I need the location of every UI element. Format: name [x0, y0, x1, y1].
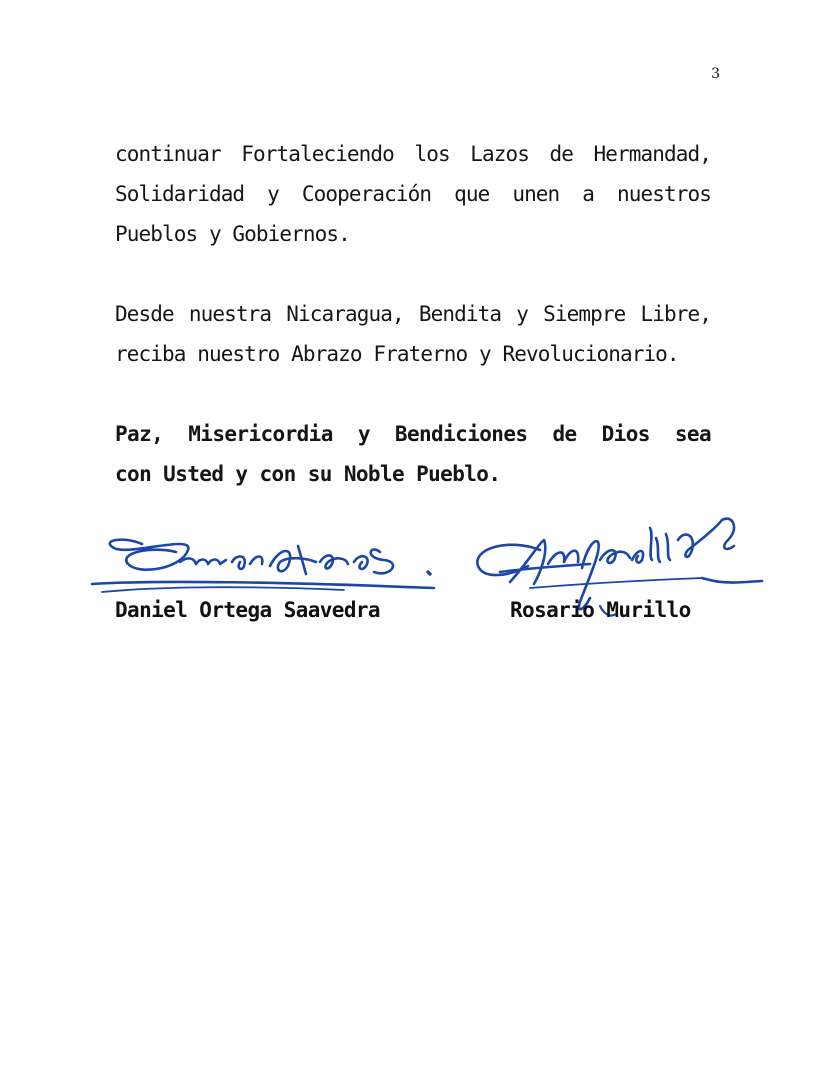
paragraph-line: Solidaridad y Cooperación que unen a nuestros: [115, 182, 711, 206]
signature-daniel-ortega: [84, 522, 444, 604]
paragraph-line: Pueblos y Gobiernos.: [115, 222, 350, 246]
signer-name-daniel: Daniel Ortega Saavedra: [115, 598, 380, 622]
closing-line: con Usted y con su Noble Pueblo.: [115, 462, 501, 486]
closing-blessing: [115, 414, 711, 494]
paragraph-line: Desde nuestra Nicaragua, Bendita y Siempre Libre,: [115, 302, 711, 326]
body-paragraph-1: [115, 134, 711, 254]
closing-line: Paz, Misericordia y Bendiciones de Dios sea: [115, 422, 711, 446]
body-paragraph-2: [115, 294, 711, 374]
paragraph-line: continuar Fortaleciendo los Lazos de Hermandad,: [115, 142, 711, 166]
page-number: 3: [711, 66, 720, 82]
paragraph-line: reciba nuestro Abrazo Fraterno y Revolucionario.: [115, 342, 679, 366]
signer-name-rosario: Rosario Murillo: [510, 598, 691, 622]
